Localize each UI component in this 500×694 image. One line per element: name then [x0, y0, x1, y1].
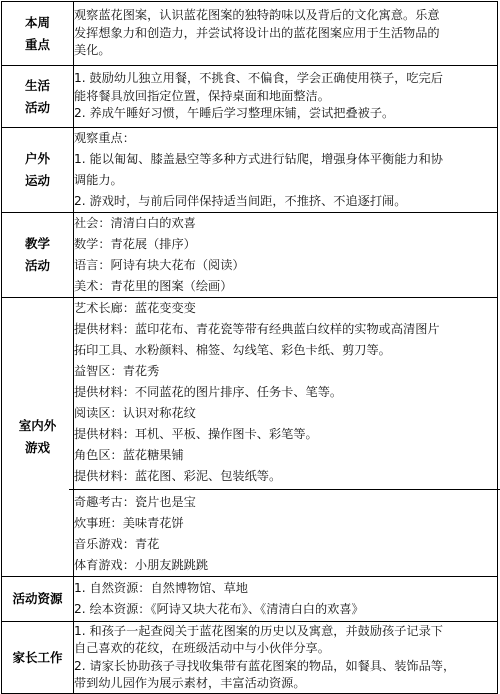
row-label: [2, 213, 74, 298]
row-label-line: 户外: [24, 151, 50, 166]
content-line: 拓印工具、水粉颜料、棉签、勾线笔、彩色卡纸、剪刀等。: [74, 343, 391, 357]
content-line: 1. 和孩子一起查阅关于蓝花图案的历史以及寓意，并鼓励孩子记录下: [74, 623, 443, 638]
row-activity-resources: [2, 577, 498, 622]
content-line: 调能力。: [74, 173, 123, 187]
row-content: [74, 66, 498, 128]
row-content: [74, 213, 498, 298]
row-teaching-activities: [2, 213, 498, 298]
row-content: [74, 128, 498, 213]
content-line: 益智区：青花秀: [74, 364, 160, 378]
content-line: 艺术长廊：蓝花变变变: [74, 301, 196, 315]
content-line: 音乐游戏：青花: [74, 537, 160, 551]
sub-section: [69, 489, 500, 576]
row-life-activities: [2, 66, 498, 128]
content-line: 提供材料：蓝花图、彩泥、包装纸等。: [74, 469, 282, 483]
content-line: 1. 能以匍匐、膝盖悬空等多种方式进行钻爬，增强身体平衡能力和协: [74, 152, 443, 166]
content-line: 数学：青花展（排序）: [74, 237, 196, 251]
content-line: 2. 请家长协助孩子寻找收集带有蓝花图案的物品，如餐具、装饰品等，: [74, 658, 456, 673]
content-line: 2. 绘本资源：《阿诗又块大花布》、《清清白白的欢喜》: [74, 602, 364, 616]
content-line: 提供材料：不同蓝花的图片排序、任务卡、笔等。: [74, 385, 343, 399]
row-label: [2, 128, 74, 213]
row-label: [2, 2, 74, 66]
row-weekly-focus: [2, 2, 498, 66]
row-label-line: 本周: [24, 14, 50, 30]
content-line: 炊事班：美味青花饼: [74, 516, 184, 530]
weekly-plan-table: [1, 1, 498, 694]
content-line: 奇趣考古：瓷片也是宝: [74, 495, 196, 509]
row-parent-work: [2, 622, 498, 694]
row-outdoor-exercise: [2, 128, 498, 213]
content-line: 2. 游戏时，与前后同伴保持适当间距，不推挤、不追逐打闹。: [74, 194, 407, 208]
content-line: 阅读区：认识对称花纹: [74, 406, 196, 420]
row-label-line: 家长工作: [12, 649, 63, 665]
row-label: [2, 66, 74, 128]
content-line: 带到幼儿园作为展示素材，丰富活动资源。: [74, 676, 306, 690]
row-label-line: 教学: [24, 236, 50, 251]
row-label-line: 室内外: [18, 418, 57, 433]
row-content: [74, 577, 498, 622]
content-line: 社会：清清白白的欢喜: [74, 216, 196, 230]
content-line: 自己喜欢的花纹，在班级活动中与小伙伴分享。: [74, 641, 330, 655]
content-line: 提供材料：蓝印花布、青花瓷等带有经典蓝白纹样的实物或高清图片: [74, 322, 440, 336]
content-line: 美化。: [74, 43, 111, 58]
content-line: 提供材料：耳机、平板、操作图卡、彩笔等。: [74, 427, 318, 441]
row-label-line: 活动: [24, 258, 50, 273]
content-line: 发挥想象力和创造力，并尝试将设计出的蓝花图案应用于生活物品的: [74, 25, 440, 40]
row-indoor-outdoor-games: [2, 298, 498, 577]
row-label-line: 重点: [24, 36, 50, 52]
row-label: [2, 622, 74, 694]
row-content: [74, 622, 498, 694]
row-label: [2, 298, 74, 577]
row-label: [2, 577, 74, 622]
row-label-line: 生活: [24, 77, 50, 93]
content-line: 1. 鼓励幼儿独立用餐，不挑食、不偏食，学会正确使用筷子，吃完后: [74, 71, 443, 86]
content-line: 能将餐具放回指定位置，保持桌面和地面整洁。: [74, 88, 330, 103]
content-line: 1. 自然资源：自然博物馆、草地: [74, 581, 248, 595]
row-label-line: 运动: [24, 173, 50, 188]
row-label-line: 游戏: [24, 440, 50, 455]
content-line: 体育游戏：小朋友跳跳跳: [74, 558, 209, 572]
row-content: [74, 2, 498, 66]
content-line: 2. 养成午睡好习惯，午睡后学习整理床铺，尝试把叠被子。: [74, 106, 395, 121]
content-line: 观察重点：: [74, 131, 135, 145]
row-label-line: 活动资源: [12, 591, 63, 606]
row-content: [74, 298, 498, 577]
row-label-line: 活动: [24, 99, 50, 115]
content-line: 语言：阿诗有块大花布（阅读）: [74, 258, 245, 272]
content-line: 观察蓝花图案，认识蓝花图案的独特韵味以及背后的文化寓意。乐意: [74, 8, 440, 23]
content-line: 美术：青花里的图案（绘画）: [74, 279, 233, 293]
content-line: 角色区：蓝花糖果铺: [74, 448, 184, 462]
